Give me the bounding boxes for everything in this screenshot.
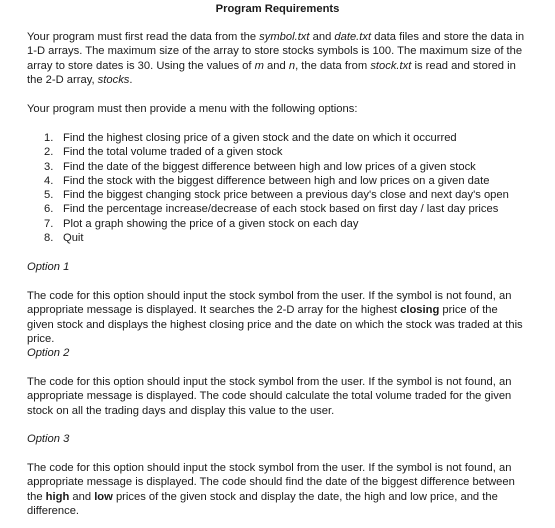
option-1-heading: Option 1 <box>27 261 70 273</box>
menu-item <box>44 202 524 216</box>
option-1-bold-closing: closing <box>400 304 440 317</box>
menu-item-label: Find the total volume traded of a given stock <box>63 146 283 159</box>
option-3-text-1: The code for this option should input the stock symbol from the user. If the symbol is not found, an appropriate message is displayed. The code should find the date of the biggest difference between the <box>27 462 515 503</box>
option-3-text-2: and <box>69 490 95 503</box>
menu-item-number: 4. <box>44 174 54 187</box>
menu-item-number: 7. <box>44 217 54 230</box>
menu-item-number: 2. <box>44 146 54 159</box>
menu-item-label: Plot a graph showing the price of a given stock on each day <box>63 217 359 230</box>
option-3-text-3: prices of the given stock and display the date, the high and low price, and the difference. <box>27 490 498 517</box>
menu-item-label: Find the biggest changing stock price between a previous day's close and next day's open <box>63 189 509 202</box>
menu-item <box>44 145 524 159</box>
menu-item <box>44 217 524 231</box>
menu-item <box>44 160 524 174</box>
menu-item-label: Find the stock with the biggest difference between high and low prices on a given date <box>63 174 490 187</box>
intro-text-5: , the data from <box>295 59 371 72</box>
intro-text-6: is read and stored in the 2-D array, <box>27 59 516 86</box>
option-1-text-2: price of the given stock and displays the highest closing price and the date on which the stock was traded at this price. <box>27 304 523 345</box>
intro-paragraph <box>27 30 527 87</box>
menu-item-number: 8. <box>44 232 54 245</box>
intro-text-7: . <box>129 73 133 86</box>
intro-text-1: Your program must first read the data from the <box>27 31 260 43</box>
intro-text-3: data files and store the data in 1-D arrays. The maximum size of the array to store stocks symbols is 100. The maximum size of the array to store dates is 30. Using the values of <box>27 31 525 72</box>
menu-item-number: 6. <box>44 203 54 216</box>
option-1-paragraph <box>27 289 527 346</box>
page-title: Program Requirements <box>215 3 340 15</box>
menu-item-label: Quit <box>63 232 84 245</box>
menu-intro-paragraph: Your program must then provide a menu with the following options: <box>27 103 358 115</box>
menu-item-label: Find the percentage increase/decrease of each stock based on first day / last day prices <box>63 203 499 216</box>
option-2-paragraph: The code for this option should input the stock symbol from the user. If the symbol is not found, an appropriate message is displayed. The code should calculate the total volume traded for the given stock on all the trading days and display this value to the user. <box>27 376 512 417</box>
option-2-heading: Option 2 <box>27 347 70 359</box>
menu-options-list <box>44 131 524 245</box>
menu-item-label: Find the date of the biggest difference between high and low prices of a given stock <box>63 160 476 173</box>
option-3-paragraph <box>27 461 527 518</box>
menu-item-label: Find the highest closing price of a given stock and the date on which it occurred <box>63 132 457 144</box>
option-1-text-1: The code for this option should input the stock symbol from the user. If the symbol is not found, an appropriate message is displayed. It searches the 2-D array for the highest <box>27 290 512 317</box>
var-m: m <box>254 59 264 72</box>
var-n: n <box>288 59 296 72</box>
menu-item <box>44 188 524 202</box>
menu-item <box>44 231 524 245</box>
menu-item-number: 3. <box>44 160 54 173</box>
menu-item <box>44 174 524 188</box>
stocks-array-name: stocks <box>97 73 130 86</box>
symbol-file-name: symbol.txt <box>259 31 310 43</box>
option-3-bold-low: low <box>94 490 113 503</box>
option-3-heading: Option 3 <box>27 433 70 445</box>
option-3-bold-high: high <box>45 490 70 503</box>
stock-file-name: stock.txt <box>370 59 412 72</box>
menu-item <box>44 131 524 145</box>
date-file-name: date.txt <box>334 31 372 43</box>
menu-item-number: 1. <box>44 132 54 144</box>
menu-item-number: 5. <box>44 189 54 202</box>
intro-text-4: and <box>263 59 289 72</box>
intro-text-2: and <box>309 31 335 43</box>
